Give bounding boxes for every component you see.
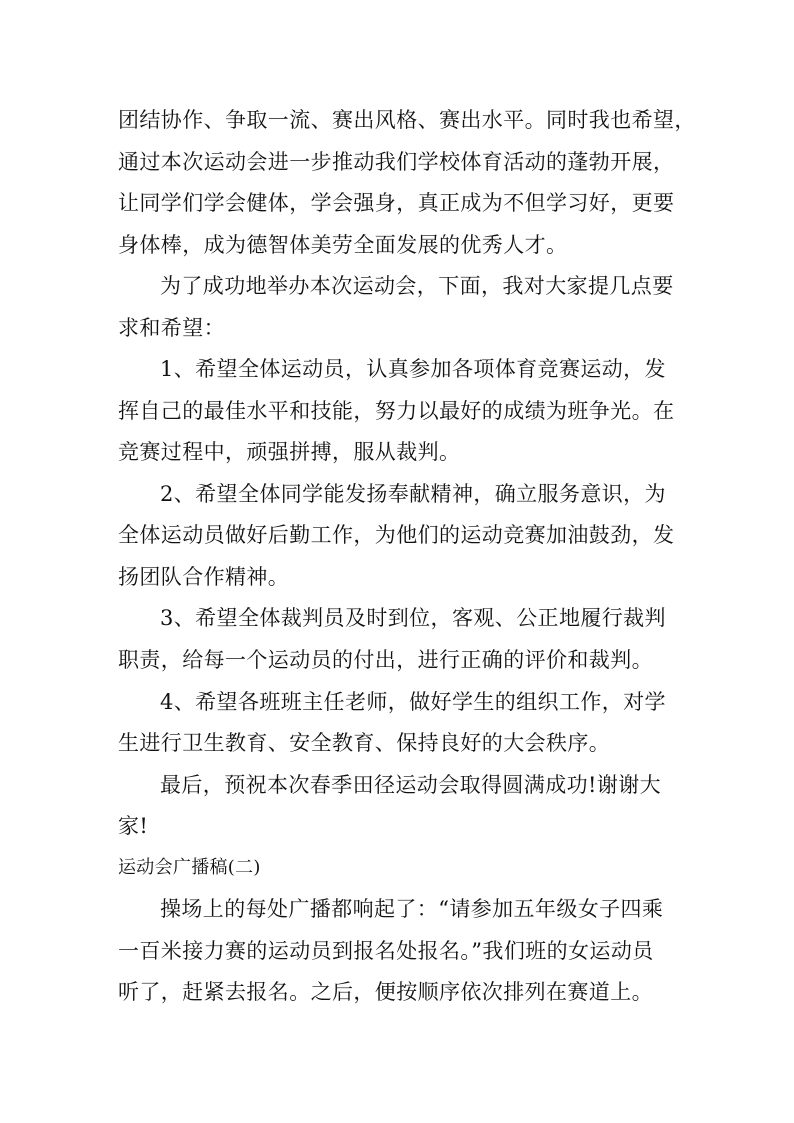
list-item-line: 扬团队合作精神。: [118, 565, 290, 589]
list-item-line: 生进行卫生教育、安全教育、保持良好的大会秩序。: [118, 731, 611, 755]
paragraph-line: 一百米接力赛的运动员到报名处报名。”我们班的女运动员: [118, 939, 654, 963]
paragraph-line: 为了成功地举办本次运动会，下面，我对大家提几点要: [160, 274, 674, 298]
paragraph-line: 家!: [118, 814, 149, 838]
paragraph-line: 身体棒，成为德智体美劳全面发展的优秀人才。: [118, 233, 568, 257]
paragraph-line: 让同学们学会健体，学会强身，真正成为不但学习好，更要: [118, 191, 675, 215]
paragraph-line: 团结协作、争取一流、赛出风格、赛出水平。同时我也希望，: [118, 108, 696, 132]
paragraph-line: 通过本次运动会进一步推动我们学校体育活动的蓬勃开展，: [118, 150, 675, 174]
list-item-line: 1、希望全体运动员，认真参加各项体育竞赛运动，发: [160, 357, 666, 381]
list-item-line: 2、希望全体同学能发扬奉献精神，确立服务意识，为: [160, 482, 666, 506]
paragraph-line: 操场上的每处广播都响起了：“请参加五年级女子四乘: [160, 897, 664, 921]
paragraph-line: 听了，赶紧去报名。之后，便按顺序依次排列在赛道上。: [118, 980, 653, 1004]
paragraph-line: 最后，预祝本次春季田径运动会取得圆满成功!谢谢大: [160, 773, 662, 797]
section-heading: 运动会广播稿(二): [118, 857, 261, 878]
list-item-line: 挥自己的最佳水平和技能，努力以最好的成绩为班争光。在: [118, 399, 675, 423]
list-item-line: 竞赛过程中，顽强拼搏，服从裁判。: [118, 440, 461, 464]
list-item-line: 职责，给每一个运动员的付出，进行正确的评价和裁判。: [118, 648, 653, 672]
list-item-line: 全体运动员做好后勤工作，为他们的运动竞赛加油鼓劲，发: [118, 523, 675, 547]
list-item-line: 3、希望全体裁判员及时到位，客观、公正地履行裁判: [160, 606, 666, 630]
list-item-line: 4、希望各班班主任老师，做好学生的组织工作，对学: [160, 690, 666, 714]
paragraph-line: 求和希望：: [118, 316, 225, 340]
